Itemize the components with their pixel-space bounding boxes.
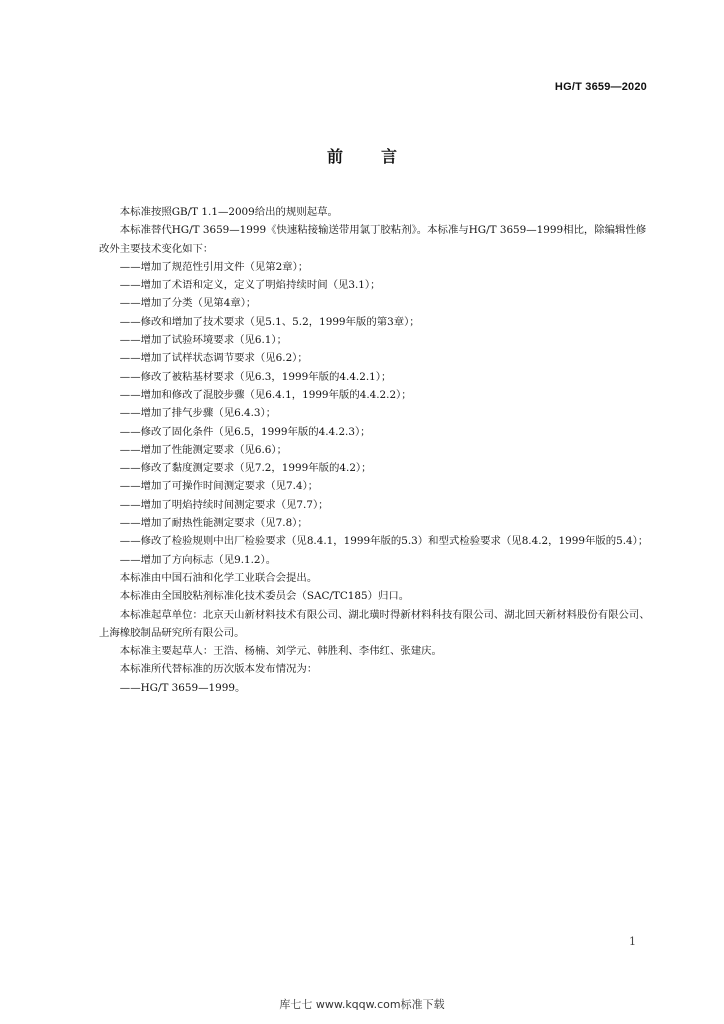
standard-code: HG/T 3659—2020 [554, 81, 647, 93]
change-item: ——增加了试验环境要求（见6.1）； [119, 334, 287, 347]
change-item: ——增加了试样状态调节要求（见6.2）； [119, 352, 308, 365]
paragraph-drafting-rules: 本标准按照GB/T 1.1—2009给出的规则起草。 [119, 206, 338, 218]
change-item: ——修改了黏度测定要求（见7.2，1999年版的4.2）； [119, 462, 372, 475]
change-item: ——增加和修改了混胶步骤（见6.4.1，1999年版的4.4.2.2）； [119, 388, 412, 401]
footer-watermark[interactable]: 库七七 www.kqqw.com标准下载 [279, 998, 445, 1011]
foreword-body [99, 203, 651, 697]
change-item: ——增加了排气步骤（见6.4.3）； [119, 407, 277, 420]
change-item: ——增加了明焰持续时间测定要求（见7.7）； [119, 498, 329, 511]
change-item: ——增加了性能测定要求（见6.6）； [119, 443, 287, 456]
change-item: ——增加了规范性引用文件（见第2章）； [119, 260, 309, 273]
change-item: ——修改了检验规则中出厂检验要求（见8.4.1，1999年版的5.3）和型式检验要求（见8.4.2，1999年版的5.4）； [119, 535, 649, 548]
change-item: ——增加了方向标志（见9.1.2）。 [119, 553, 277, 566]
paragraph-history: 本标准所代替标准的历次版本发布情况为： [119, 663, 318, 676]
change-item: ——增加了耐热性能测定要求（见7.8）； [119, 517, 308, 530]
change-item: ——增加了可操作时间测定要求（见7.4）； [119, 480, 319, 493]
paragraph-drafters: 本标准主要起草人：王浩、杨楠、刘学元、韩胜利、李伟红、张建庆。 [119, 645, 442, 658]
paragraph-drafting-units: 本标准起草单位：北京天山新材料技术有限公司、湖北璜时得新材料科技有限公司、湖北回天新材料股份有限公司、上海橡胶制品研究所有限公司。 [99, 608, 650, 639]
change-item: ——增加了术语和定义，定义了明焰持续时间（见3.1）； [119, 279, 381, 292]
page-number: 1 [629, 935, 636, 948]
change-item: ——修改了固化条件（见6.5，1999年版的4.4.2.3）； [119, 425, 371, 438]
paragraph-proposer: 本标准由中国石油和化学工业联合会提出。 [119, 571, 318, 584]
history-item: ——HG/T 3659—1999。 [119, 681, 246, 694]
change-item: ——修改了被粘基材要求（见6.3，1999年版的4.4.2.1）； [119, 370, 392, 383]
page-title: 前言 [326, 147, 435, 166]
change-item: ——修改和增加了技术要求（见5.1、5.2，1999年版的第3章）； [119, 315, 420, 328]
paragraph-replacement: 本标准替代HG/T 3659—1999《快速粘接输送带用氯丁胶粘剂》。本标准与HG/T 3659—1999相比，除编辑性修改外主要技术变化如下： [99, 224, 647, 255]
change-item: ——增加了分类（见第4章）； [119, 297, 257, 310]
paragraph-committee: 本标准由全国胶粘剂标准化技术委员会（SAC/TC185）归口。 [119, 590, 410, 603]
